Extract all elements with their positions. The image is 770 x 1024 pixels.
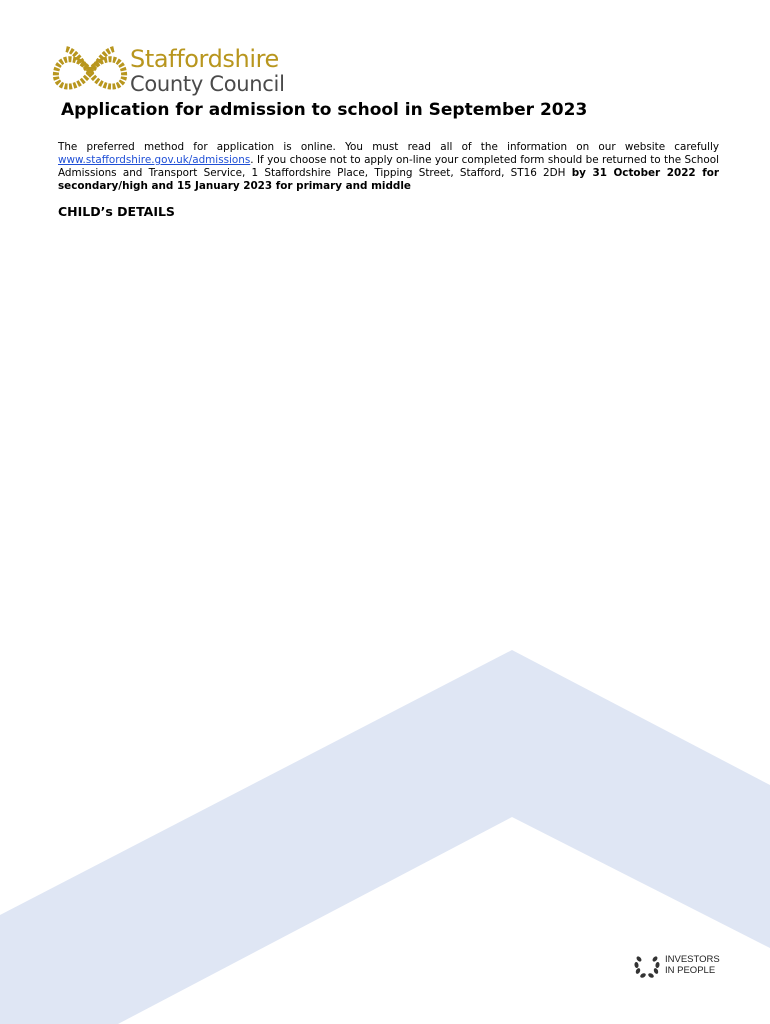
admissions-link[interactable]: www.staffordshire.gov.uk/admissions	[58, 154, 251, 166]
intro-paragraph	[58, 141, 719, 193]
stafford-knot-icon	[50, 43, 130, 101]
laurel-wreath-icon	[633, 953, 661, 979]
logo-name-line1: Staffordshire	[130, 45, 279, 73]
logo-name-line2: County Council	[130, 72, 285, 96]
iip-line2: IN PEOPLE	[665, 964, 716, 976]
section-heading-child-details: CHILD’s DETAILS	[58, 204, 175, 219]
deadline-text: by 31 October 2022 for secondary/high and 15 January 2023 for primary and middle	[58, 167, 719, 192]
iip-line1: INVESTORS	[665, 954, 720, 965]
intro-text-1: The preferred method for application is online. You must read all of the information on our website carefully	[58, 141, 719, 153]
page-title: Application for admission to school in September 2023	[61, 100, 588, 120]
intro-text-2: . If you choose not to apply on-line your completed form should be returned to the School Admissions and Transport Service, 1 Staffordshire Place, Tipping Street, Stafford, ST16 2DH	[58, 154, 719, 179]
